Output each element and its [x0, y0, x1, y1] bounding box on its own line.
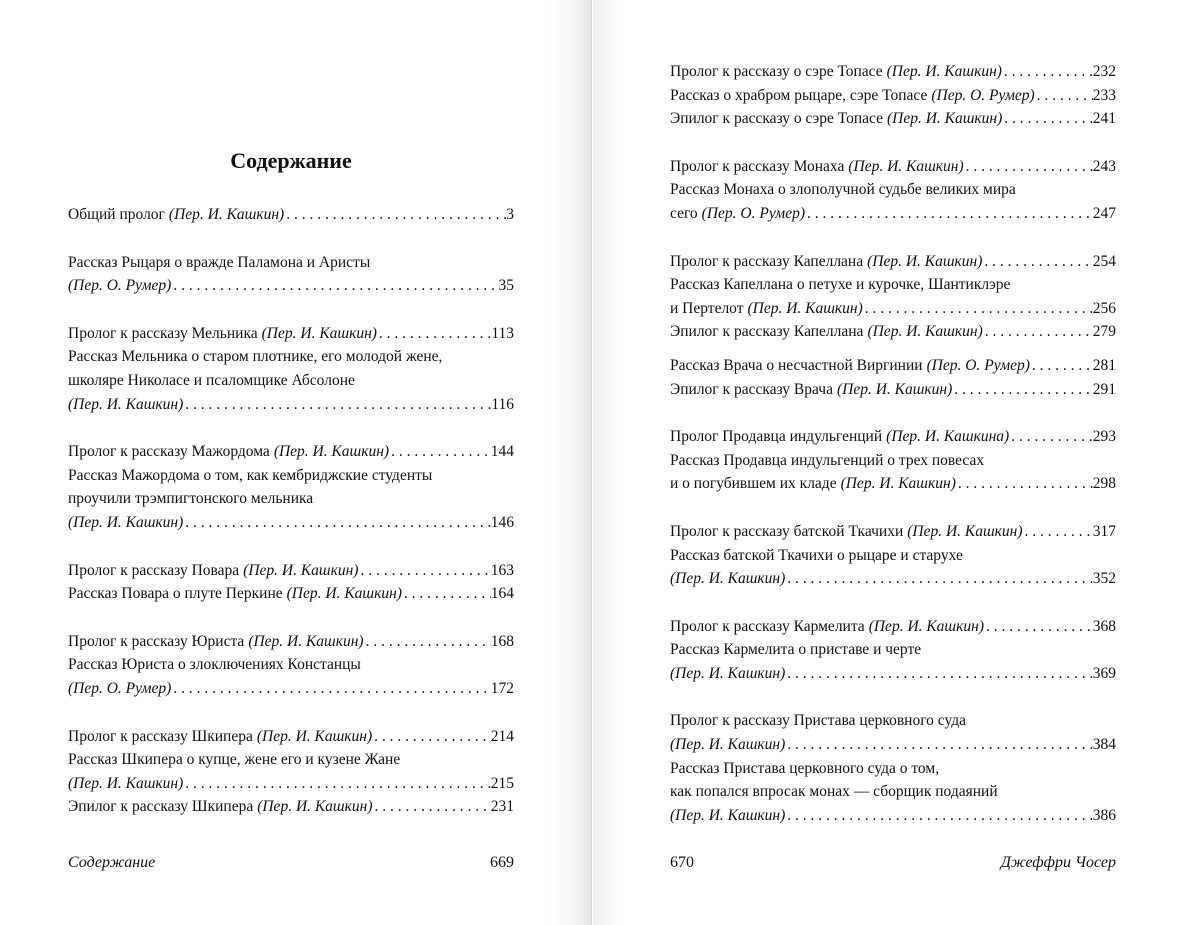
toc-line: [68, 795, 514, 819]
toc-leader-dots: [785, 662, 1092, 686]
toc-translator: (Пер. О. Румер): [68, 277, 172, 295]
toc-entry-text: проучили трэмпигтонского мельника: [68, 490, 314, 508]
toc-entry-text: Рассказ Врача о несчастной Виргинии: [670, 356, 923, 374]
toc-entry-text: Пролог к рассказу Повара: [68, 561, 240, 579]
toc-translator: (Пер. И. Кашкин): [273, 443, 390, 461]
toc-translator: (Пер. И. Кашкин): [868, 617, 984, 635]
toc-entry-text: Общий пролог: [68, 206, 165, 223]
toc-leader-dots: [364, 630, 491, 654]
toc-line: [68, 511, 514, 535]
toc-page-number: 241: [1092, 110, 1116, 128]
toc-entry-text: Эпилог к рассказу Шкипера: [68, 798, 254, 816]
toc-entry-text: Пролог к рассказу о сэре Топасе: [670, 63, 883, 80]
toc-line: [670, 84, 1116, 108]
toc-entry-text: Рассказ Повара о плуте Перкине: [68, 585, 283, 603]
toc-line: [670, 804, 1116, 828]
toc-leader-dots: [952, 378, 1093, 402]
toc-entry-text: и Пертелот: [670, 299, 744, 317]
toc-entry-text: Пролог к рассказу Юриста: [68, 632, 245, 650]
toc-line: [670, 662, 1116, 686]
toc-line: [670, 567, 1116, 591]
toc-entry-text: Рассказ Монаха о злополучной судьбе великих мира: [670, 181, 1016, 199]
toc-leader-dots: [785, 733, 1092, 757]
toc-entry-text: Пролог к рассказу Капеллана: [670, 252, 864, 270]
toc-page-number: 369: [1092, 664, 1116, 682]
toc-line: [68, 345, 514, 369]
toc-translator: (Пер. И. Кашкин): [867, 252, 983, 270]
toc-page-number: 243: [1092, 157, 1116, 175]
toc-entry-text: Рассказ батской Ткачихи о рыцаре и старухе: [670, 546, 963, 564]
toc-page-number: 144: [490, 443, 514, 461]
toc-line: [670, 780, 1116, 804]
running-footer-title: Содержание: [68, 854, 156, 871]
toc-page-number: 3: [506, 206, 514, 223]
toc-line: [68, 203, 514, 227]
toc-leader-dots: [1002, 60, 1093, 84]
toc-page-number: 254: [1092, 252, 1116, 270]
toc-line: [670, 757, 1116, 781]
toc-translator: (Пер. И. Кашкина): [886, 428, 1010, 446]
toc-translator: (Пер. О. Румер): [931, 86, 1035, 104]
toc-entry-text: Пролог к рассказу батской Ткачихи: [670, 522, 904, 540]
toc-page-number: 116: [491, 395, 514, 413]
toc-entry-text: Рассказ Пристава церковного суда о том,: [670, 759, 940, 777]
toc-line: [68, 748, 514, 772]
toc-leader-dots: [171, 274, 498, 298]
toc-page-number: 291: [1092, 380, 1116, 398]
page-number: 669: [490, 854, 514, 871]
toc-line: [670, 425, 1116, 449]
toc-translator: (Пер. И. Кашкин): [248, 632, 364, 650]
toc-page-number: 281: [1092, 356, 1116, 374]
toc-entry-text: Рассказ Шкипера о купце, жене его и кузене Жане: [68, 751, 401, 769]
group-spacer: [68, 535, 514, 559]
toc-leader-dots: [183, 393, 491, 417]
toc-leader-dots: [389, 440, 491, 464]
toc-translator: (Пер. И. Кашкин): [848, 157, 964, 175]
toc-page-number: 164: [490, 585, 514, 603]
toc-page-number: 233: [1092, 86, 1116, 104]
toc-line: [670, 297, 1116, 321]
toc-translator: (Пер. И. Кашкин): [168, 206, 285, 223]
toc-line: [68, 440, 514, 464]
toc-entry-text: Эпилог к рассказу о сэре Топасе: [670, 110, 883, 128]
toc-line: [68, 559, 514, 583]
toc-line: [670, 472, 1116, 496]
group-spacer: [670, 401, 1116, 425]
toc-page-number: 172: [490, 679, 514, 697]
toc-page-number: 293: [1092, 428, 1116, 446]
toc-translator: (Пер. И. Кашкин): [907, 522, 1023, 540]
toc-leader-dots: [956, 472, 1093, 496]
toc-leader-dots: [183, 511, 490, 535]
toc-line: [670, 520, 1116, 544]
group-spacer: [670, 685, 1116, 709]
toc-line: [670, 273, 1116, 297]
toc-translator: (Пер. И. Кашкин): [836, 380, 953, 398]
toc-leader-dots: [358, 559, 490, 583]
group-spacer: [68, 298, 514, 322]
toc-entry-text: Рассказ Капеллана о петухе и курочке, Шантиклэре: [670, 276, 1011, 294]
toc-entry-text: Рассказ Мельника о старом плотнике, его молодой жене,: [68, 348, 443, 366]
toc-entry-text: Пролог Продавца индульгенций: [670, 428, 883, 446]
toc-page-number: 35: [498, 277, 514, 295]
toc-page-number: 317: [1092, 522, 1116, 540]
toc-leader-dots: [863, 297, 1093, 321]
toc-page-number: 368: [1092, 617, 1116, 635]
toc-page-number: 214: [490, 727, 514, 745]
toc-leader-dots: [1009, 425, 1093, 449]
toc-line: [68, 677, 514, 701]
group-spacer: [670, 226, 1116, 250]
toc-line: [68, 322, 514, 346]
toc-translator: (Пер. И. Кашкин): [747, 299, 863, 317]
toc-line: [68, 653, 514, 677]
toc-entry-text: Рассказ Рыцаря о вражде Паламона и Аристы: [68, 253, 371, 271]
toc-entry-text: Эпилог к рассказу Капеллана: [670, 323, 864, 341]
toc-left: [68, 203, 514, 819]
toc-leader-dots: [372, 725, 491, 749]
toc-translator: (Пер. И. Кашкин): [256, 727, 373, 745]
toc-entry-text: Пролог к рассказу Кармелита: [670, 617, 865, 635]
toc-leader-dots: [785, 567, 1092, 591]
toc-entry-text: и о погубившем их кладе: [670, 475, 837, 493]
toc-page-number: 384: [1092, 736, 1116, 754]
toc-translator: (Пер. О. Румер): [68, 679, 172, 697]
toc-translator: (Пер. И. Кашкин): [670, 664, 786, 682]
toc-line: [68, 393, 514, 417]
toc-entry-text: Пролог к рассказу Мельника: [68, 324, 258, 342]
toc-page-number: 256: [1092, 299, 1116, 317]
toc-translator: (Пер. И. Кашкин): [886, 110, 1003, 128]
toc-translator: (Пер. О. Румер): [926, 356, 1030, 374]
group-spacer: [68, 701, 514, 725]
toc-entry-text: Пролог к рассказу Шкипера: [68, 727, 253, 745]
toc-page-number: 232: [1092, 63, 1116, 80]
toc-leader-dots: [984, 615, 1093, 639]
toc-entry-text: Рассказ Кармелита о приставе и черте: [670, 641, 922, 659]
toc-line: [68, 369, 514, 393]
toc-line: [68, 487, 514, 511]
toc-line: [68, 630, 514, 654]
toc-leader-dots: [372, 795, 490, 819]
toc-page-number: 231: [490, 798, 514, 816]
toc-translator: (Пер. И. Кашкин): [68, 513, 184, 531]
toc-page-number: 298: [1092, 475, 1116, 493]
toc-leader-dots: [1002, 107, 1093, 131]
running-footer-author: Джеффри Чосер: [1000, 854, 1116, 871]
page-number: 670: [670, 854, 694, 871]
toc-leader-dots: [1030, 354, 1093, 378]
toc-entry-text: школяре Николасе и псаломщике Абсолоне: [68, 371, 355, 389]
toc-page-number: 247: [1092, 204, 1116, 222]
toc-leader-dots: [1023, 520, 1093, 544]
toc-leader-dots: [964, 155, 1093, 179]
toc-translator: (Пер. И. Кашкин): [867, 323, 983, 341]
toc-translator: (Пер. И. Кашкин): [243, 561, 359, 579]
toc-leader-dots: [983, 320, 1093, 344]
toc-line: [670, 733, 1116, 757]
toc-translator: (Пер. И. Кашкин): [257, 798, 373, 816]
toc-line: [670, 320, 1116, 344]
toc-line: [68, 251, 514, 275]
toc-translator: (Пер. И. Кашкин): [886, 63, 1002, 80]
page-title: Содержание: [230, 148, 352, 173]
toc-line: [670, 544, 1116, 568]
toc-leader-dots: [171, 677, 490, 701]
toc-page-number: 113: [491, 324, 514, 342]
toc-leader-dots: [377, 322, 491, 346]
toc-page-number: 352: [1092, 570, 1116, 588]
toc-leader-dots: [805, 202, 1093, 226]
toc-line: [670, 449, 1116, 473]
toc-page-number: 163: [490, 561, 514, 579]
toc-translator: (Пер. И. Кашкин): [670, 806, 786, 824]
toc-entry-text: Рассказ Продавца индульгенций о трех повесах: [670, 451, 985, 469]
toc-entry-text: Рассказ Мажордома о том, как кембриджские студенты: [68, 466, 433, 484]
toc-translator: (Пер. И. Кашкин): [286, 585, 402, 603]
group-spacer: [670, 131, 1116, 155]
toc-leader-dots: [402, 582, 491, 606]
toc-page-number: 279: [1092, 323, 1116, 341]
group-spacer: [68, 606, 514, 630]
toc-line: [670, 354, 1116, 378]
toc-leader-dots: [1035, 84, 1093, 108]
group-spacer: [670, 496, 1116, 520]
toc-entry-text: Пролог к рассказу Мажордома: [68, 443, 270, 461]
toc-line: [670, 378, 1116, 402]
toc-translator: (Пер. И. Кашкин): [261, 324, 377, 342]
toc-leader-dots: [284, 203, 506, 227]
toc-line: [670, 60, 1116, 84]
toc-leader-dots: [785, 804, 1092, 828]
group-spacer: [670, 591, 1116, 615]
toc-translator: (Пер. И. Кашкин): [670, 570, 786, 588]
group-spacer: [670, 344, 1116, 354]
toc-entry-text: Эпилог к рассказу Врача: [670, 380, 833, 398]
toc-line: [670, 615, 1116, 639]
toc-translator: (Пер. И. Кашкин): [68, 774, 184, 792]
toc-translator: (Пер. И. Кашкин): [670, 736, 786, 754]
toc-translator: (Пер. О. Румер): [701, 204, 805, 222]
toc-entry-text: как попался впросак монах — сборщик подаяний: [670, 783, 998, 801]
toc-line: [670, 709, 1116, 733]
toc-line: [68, 772, 514, 796]
toc-line: [670, 107, 1116, 131]
toc-line: [68, 464, 514, 488]
toc-entry-text: Рассказ о храбром рыцаре, сэре Топасе: [670, 86, 928, 104]
toc-line: [670, 250, 1116, 274]
toc-entry-text: Рассказ Юриста о злоключениях Констанцы: [68, 656, 361, 674]
toc-right: [670, 60, 1116, 827]
toc-line: [670, 155, 1116, 179]
toc-page-number: 146: [490, 513, 514, 531]
toc-line: [68, 725, 514, 749]
toc-entry-text: Пролог к рассказу Пристава церковного суда: [670, 712, 967, 730]
toc-entry-text: Пролог к рассказу Монаха: [670, 157, 845, 175]
toc-page-number: 215: [490, 774, 514, 792]
toc-page-number: 386: [1092, 806, 1116, 824]
group-spacer: [68, 227, 514, 251]
toc-line: [670, 202, 1116, 226]
toc-line: [68, 582, 514, 606]
toc-line: [670, 638, 1116, 662]
toc-line: [68, 274, 514, 298]
toc-entry-text: сего: [670, 204, 698, 222]
left-page: [0, 0, 592, 925]
group-spacer: [68, 416, 514, 440]
toc-line: [670, 178, 1116, 202]
toc-page-number: 168: [490, 632, 514, 650]
toc-translator: (Пер. И. Кашкин): [68, 395, 184, 413]
toc-leader-dots: [183, 772, 490, 796]
toc-leader-dots: [982, 250, 1092, 274]
toc-translator: (Пер. И. Кашкин): [840, 475, 956, 493]
